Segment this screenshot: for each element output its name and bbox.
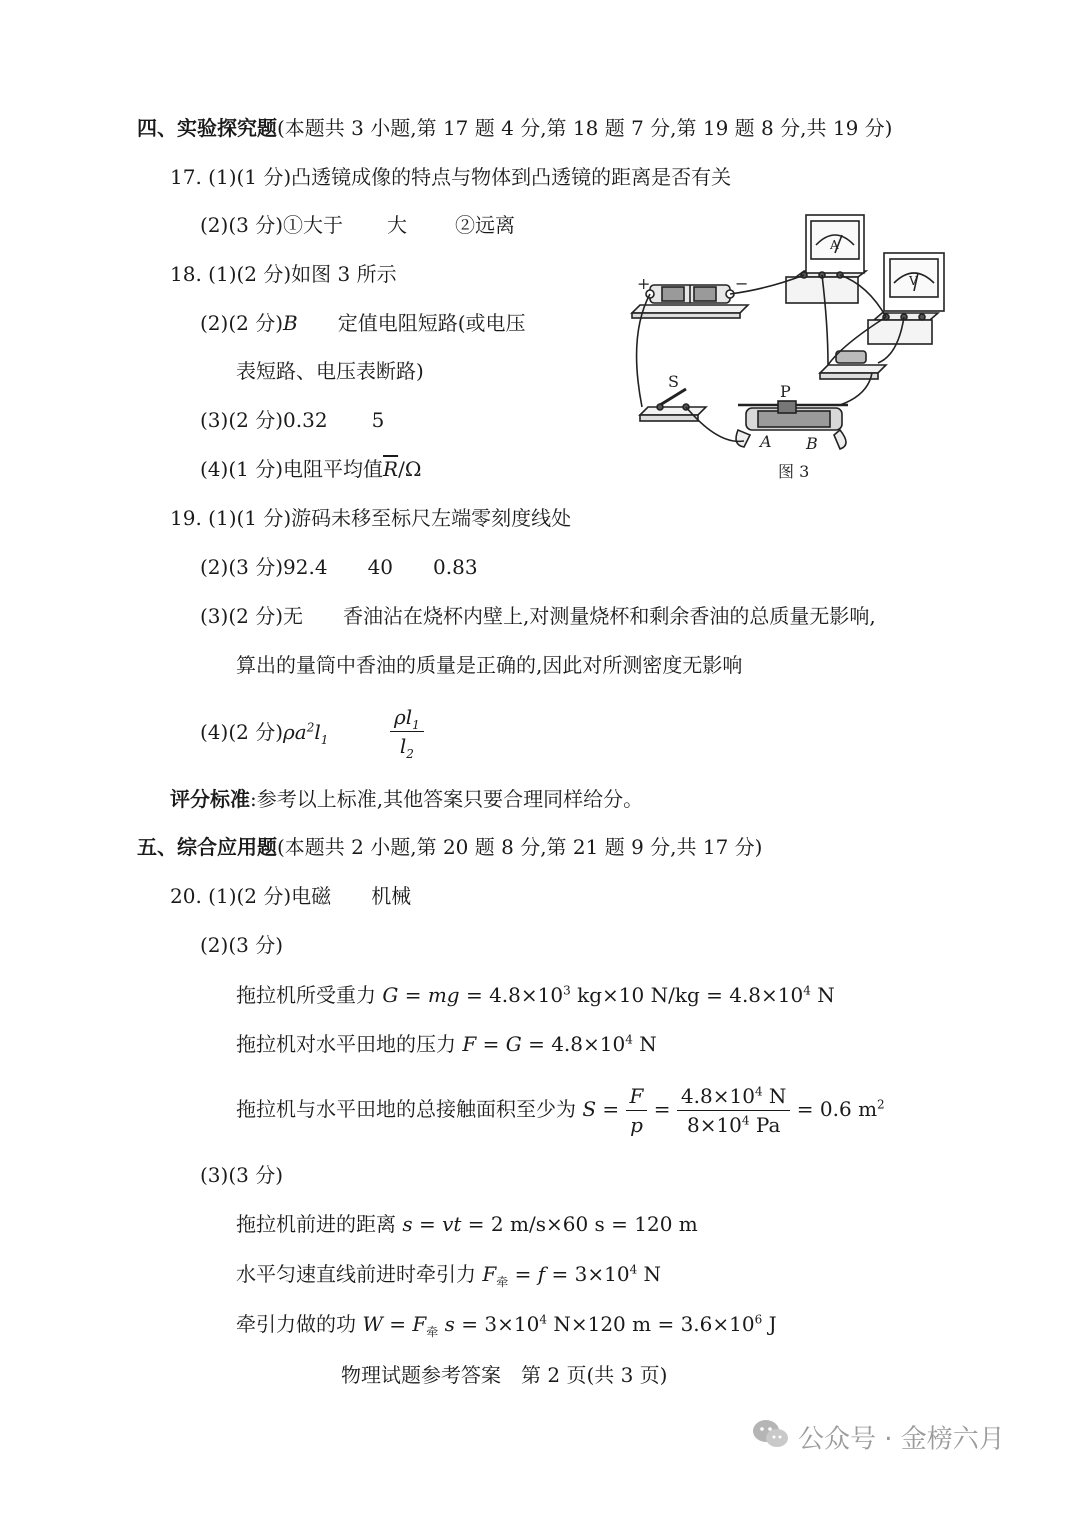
- circuit-figure: [628, 205, 968, 490]
- q20-area-fraction-1: $\frac{F}{p}$: [626, 1082, 648, 1139]
- rheostat-end-b-label: B: [806, 434, 818, 453]
- ammeter-label: A: [830, 238, 839, 252]
- q20-energy-a: 20. (1)(2 分)电磁: [170, 884, 332, 908]
- watermark: [752, 1418, 1005, 1458]
- section-5-heading: [137, 834, 763, 860]
- q20-work-line: 牵引力做的功 $W = F_牵$ $s = 3\times 10^4$ N×120 $m = 3.6\times 10^6$ J: [236, 1312, 777, 1339]
- q18-avg-unit: /Ω: [398, 457, 422, 481]
- q18-part2-cont: 表短路、电压表断路): [236, 359, 424, 383]
- q18-answer-b: B: [283, 311, 298, 335]
- q17-part1: 17. (1)(1 分)凸透镜成像的特点与物体到凸透镜的距离是否有关: [170, 165, 732, 189]
- q18-resistance: 5: [371, 408, 385, 432]
- q20-part2-label: (2)(3 分): [200, 933, 284, 957]
- grading-text: :参考以上标准,其他答案只要合理同样给分。: [250, 787, 644, 811]
- q20-part3-label: (3)(3 分): [200, 1163, 284, 1187]
- q18-part3: [200, 407, 384, 433]
- switch-label: S: [668, 372, 679, 391]
- q19-part4: [200, 719, 368, 745]
- q19-expr-2-den: $l_2$: [399, 734, 414, 761]
- q17-part2: [200, 212, 515, 238]
- section-5-title: 五、综合应用题: [137, 835, 277, 859]
- q20-energy-b: 机械: [371, 884, 412, 908]
- q19-part1: 19. (1)(1 分)游码未移至标尺左端零刻度线处: [170, 506, 572, 530]
- q17-answer-b: 大: [387, 213, 408, 237]
- grading-label: 评分标准: [170, 787, 250, 811]
- q19-part3-cont: 算出的量筒中香油的质量是正确的,因此对所测密度无影响: [236, 653, 743, 677]
- battery-plus-label: +: [637, 274, 651, 293]
- q18-answer-fault: 定值电阻短路(或电压: [337, 311, 526, 335]
- q18-part4: [200, 456, 421, 482]
- q19-part3: [200, 603, 876, 629]
- q18-part1: 18. (1)(2 分)如图 3 所示: [170, 262, 397, 286]
- section-4-heading: [137, 115, 892, 141]
- q19-reason: 香油沾在烧杯内壁上,对测量烧杯和剩余香油的总质量无影响,: [343, 604, 876, 628]
- wechat-icon: [752, 1418, 790, 1462]
- grading-note: [170, 786, 643, 812]
- q18-avg-symbol: $\overline{R}$: [383, 457, 399, 481]
- q20-traction-line: 水平匀速直线前进时牵引力 $F_牵 = f = 3\times 10^4$ N: [236, 1262, 662, 1289]
- watermark-text: 公众号 · 金榜六月: [798, 1424, 1005, 1455]
- q20-gravity-line: 拖拉机所受重力 G = mg = $4.8\times 10^3$ kg×10 $N/kg = 4.8\times 10^4$ N: [236, 983, 835, 1007]
- slider-label: P: [780, 382, 791, 401]
- q19-expr-2-num: $\rho l_1$: [390, 703, 424, 732]
- page-footer: 物理试题参考答案 第 2 页(共 3 页): [341, 1363, 668, 1387]
- q19-density: 0.83: [433, 555, 478, 579]
- q20-distance-line: 拖拉机前进的距离 s = vt = 2 m/s×60 s = 120 m: [236, 1212, 698, 1236]
- section-4-title: 四、实验探究题: [137, 116, 277, 140]
- q19-volume: 40: [367, 555, 394, 579]
- q17-answer-c: ②远离: [455, 213, 516, 237]
- section-4-note: (本题共 3 小题,第 17 题 4 分,第 18 题 7 分,第 19 题 8 分,共 19 分): [277, 116, 893, 140]
- voltmeter-label: V: [909, 274, 918, 288]
- figure-caption: 图 3: [778, 462, 810, 481]
- q19-effect: (3)(2 分)无: [200, 604, 304, 628]
- q19-expr-1: $\rho a^2l_1$: [283, 720, 329, 747]
- q18-current: (3)(2 分)0.32: [200, 408, 328, 432]
- q20-pressure-force-line: 拖拉机对水平田地的压力 $F = G = 4.8\times 10^4$ N: [236, 1032, 657, 1056]
- q19-part4-label: (4)(2 分): [200, 720, 284, 744]
- q19-expr-2: [390, 703, 424, 760]
- q19-mass: (2)(3 分)92.4: [200, 555, 328, 579]
- q18-part2: [200, 310, 526, 336]
- q20-area-line: 拖拉机与水平田地的总接触面积至少为 S = $\frac{F}{p}$ = $\frac{4.8\times 10^4 N}{8\times 10^4 Pa}$ = 0.6 $m^2$: [236, 1084, 885, 1137]
- section-5-note: (本题共 2 小题,第 20 题 8 分,第 21 题 9 分,共 17 分): [277, 835, 763, 859]
- q17-answer-a: (2)(3 分)①大于: [200, 213, 344, 237]
- q19-part2: [200, 554, 478, 580]
- q18-part2-label: (2)(2 分): [200, 311, 284, 335]
- q18-avg-label: (4)(1 分)电阻平均值: [200, 457, 384, 481]
- rheostat-end-a-label: A: [760, 432, 772, 451]
- battery-minus-label: −: [735, 274, 749, 293]
- q20-part1: [170, 883, 411, 909]
- q20-area-fraction-2: $\frac{4.8\times 10^4 N}{8\times 10^4 Pa}$: [677, 1082, 791, 1139]
